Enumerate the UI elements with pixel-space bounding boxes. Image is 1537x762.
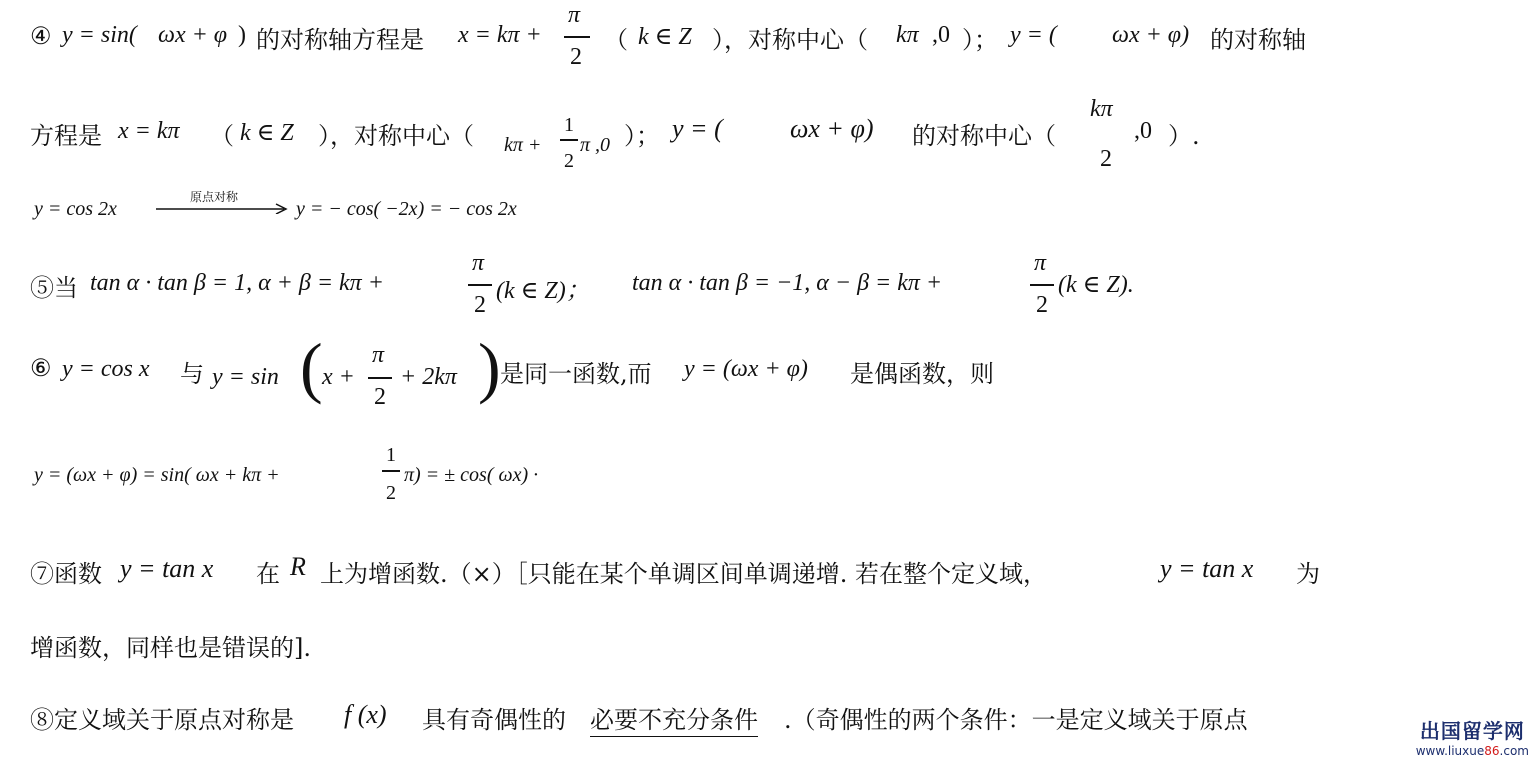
item4-half-den: 2 <box>564 150 574 172</box>
item4-text-center-2: ），对称中心（ <box>318 122 474 150</box>
item5-expr-2: tan α · tan β = −1, α − β = kπ + <box>632 270 943 296</box>
item6-text-same: 是同一函数,而 <box>500 360 652 388</box>
mapping-arrow-label: 原点对称 <box>190 190 239 204</box>
item4-lparen-2: （ <box>210 122 234 150</box>
item4-k-in-z-2: k ∈ Z <box>240 120 294 146</box>
item4-center-kpi-num: kπ <box>1090 96 1113 122</box>
item4-semicolon-2: ）； <box>624 122 660 150</box>
item6-expr-2kpi: + 2kπ <box>400 364 457 390</box>
item4-expr-y-cos: y = ( <box>1010 22 1057 48</box>
item4-expr-y-sin: y = sin( <box>62 22 137 48</box>
item8-text-has: 具有奇偶性的 <box>422 706 566 734</box>
watermark-logo <box>1416 715 1529 758</box>
item7-text-body: 上为增函数.（×）［只能在某个单调区间单调递增. 若在整个定义域， <box>320 560 1047 588</box>
item6-expr-result-2: π) = ± cos( ωx) · <box>404 464 539 486</box>
item6-half-bar <box>382 470 400 472</box>
mapping-right: y = − cos( −2x) = − cos 2x <box>296 198 517 220</box>
item6-expr-x-plus: x + <box>322 364 355 390</box>
item7-text-line2: 增函数，同样也是错误的]. <box>30 634 311 662</box>
item4-text-axis: 的对称轴方程是 <box>256 26 424 54</box>
item7-R: R <box>290 552 306 581</box>
item4-end: ）. <box>1168 122 1200 150</box>
item6-frac-pi: π <box>372 342 385 368</box>
watermark-url-suffix: .com <box>1499 744 1529 758</box>
item6-marker: ⑥ <box>30 354 52 382</box>
item4-half-bar <box>560 139 578 141</box>
item7-marker: ⑦函数 <box>30 560 102 588</box>
item4-text-center: ），对称中心（ <box>712 26 868 54</box>
item5-frac-bar-2 <box>1030 284 1054 286</box>
item5-expr-1: tan α · tan β = 1, α + β = kπ + <box>90 270 384 296</box>
item6-frac-2: 2 <box>374 384 386 410</box>
item4-expr-y-tan: y = ( <box>672 114 723 143</box>
item6-half-num: 1 <box>386 444 396 466</box>
mapping-left: y = cos 2x <box>34 198 117 220</box>
item8-underlined-condition: 必要不充分条件 <box>590 700 758 737</box>
watermark-cn: 出国留学网 <box>1419 719 1525 743</box>
item5-marker: ⑤当 <box>30 274 78 302</box>
item4-frac-bar <box>564 36 590 38</box>
item6-expr-even: y = (ωx + φ) <box>684 356 808 382</box>
item4-text-axis-2: 的对称轴 <box>1210 26 1306 54</box>
item4-expr-x-kpi: x = kπ + <box>458 22 542 48</box>
item4-semicolon: ）； <box>962 26 998 54</box>
mapping-arrow-icon <box>156 200 292 214</box>
item6-frac-bar <box>368 377 392 379</box>
item4-center-pi-zero: π ,0 <box>580 134 611 156</box>
item4-k-in-z: k ∈ Z <box>638 24 692 50</box>
item5-frac-pi: π <box>472 250 485 276</box>
watermark-url-num: 86 <box>1484 744 1500 758</box>
item4-expr-close: ) <box>238 22 246 48</box>
item5-frac-2-2: 2 <box>1036 292 1048 318</box>
item6-expr-cos: y = cos x <box>62 356 150 382</box>
item4-marker: ④ <box>30 22 52 50</box>
watermark-url-prefix: www.liuxue <box>1415 744 1485 758</box>
item8-text-rest: .（奇偶性的两个条件：一是定义域关于原点 <box>784 706 1248 734</box>
item4-frac-2: 2 <box>570 44 582 70</box>
item6-big-rparen: ) <box>478 329 501 405</box>
item6-half-den: 2 <box>386 482 396 504</box>
item6-expr-sin: y = sin <box>212 364 279 390</box>
item4-text-center-3: 的对称中心（ <box>912 122 1056 150</box>
item7-text-for: 为 <box>1296 560 1320 588</box>
item4-frac-pi: π <box>568 2 581 28</box>
item5-frac-pi-2: π <box>1034 250 1047 276</box>
item7-expr-tan: y = tan x <box>120 554 214 583</box>
item5-frac-bar <box>468 284 492 286</box>
item4-expr-omega-phi-3: ωx + φ) <box>790 114 874 143</box>
item4-center-zero-3: ,0 <box>1134 118 1152 144</box>
item8-expr-fx: f (x) <box>344 700 387 729</box>
item4-center-zero: ,0 <box>932 22 950 48</box>
item6-expr-result: y = (ωx + φ) = sin( ωx + kπ + <box>34 464 280 486</box>
item4-expr-omega-phi: ωx + φ <box>158 22 228 48</box>
item4-text-equation: 方程是 <box>30 122 102 150</box>
item4-center-kpi-plus: kπ + <box>504 134 542 156</box>
item4-center-kpi-den: 2 <box>1100 146 1112 172</box>
item6-big-lparen: ( <box>300 329 323 405</box>
item4-expr-x-kpi-2: x = kπ <box>118 118 180 144</box>
item4-half-num: 1 <box>564 114 574 136</box>
item6-text-even: 是偶函数，则 <box>850 360 994 388</box>
item5-frac-2: 2 <box>474 292 486 318</box>
watermark-url <box>1416 744 1529 758</box>
item5-k-in-z-2: (k ∈ Z). <box>1058 272 1134 298</box>
item8-marker-text: ⑧定义域关于原点对称是 <box>30 706 294 734</box>
item7-expr-tan-2: y = tan x <box>1160 554 1254 583</box>
item4-lparen: （ <box>604 26 628 54</box>
item5-k-in-z: (k ∈ Z)； <box>496 278 590 304</box>
item4-expr-omega-phi-2: ωx + φ) <box>1112 22 1190 48</box>
item4-center-kpi: kπ <box>896 22 919 48</box>
item6-and: 与 <box>180 360 204 388</box>
item7-text-in: 在 <box>256 560 280 588</box>
